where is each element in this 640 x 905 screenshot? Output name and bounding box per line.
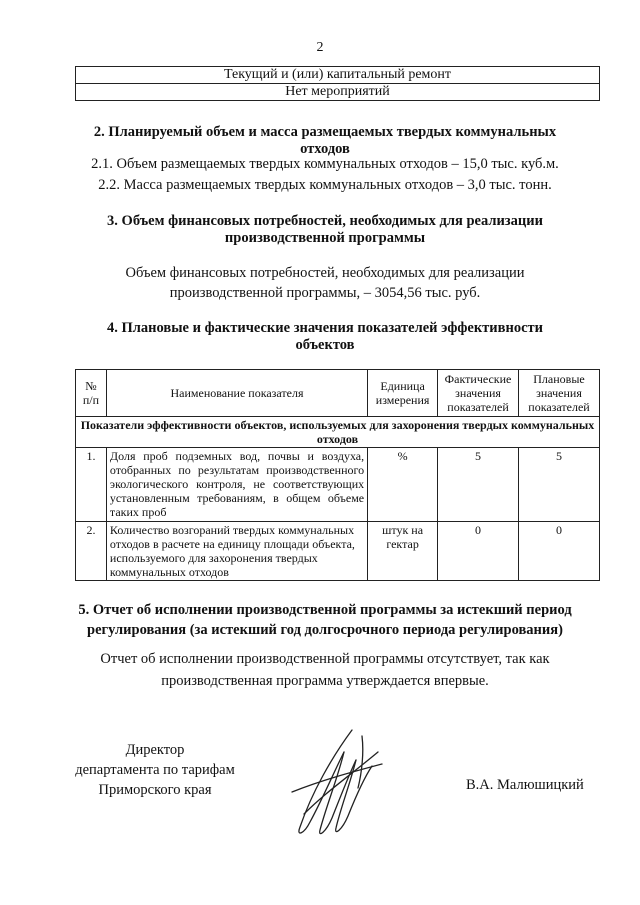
repair-table	[75, 66, 600, 101]
repair-table-title: Текущий и (или) капитальный ремонт	[76, 67, 600, 84]
kpi-row-fact: 0	[438, 522, 519, 581]
kpi-header-name: Наименование показателя	[106, 370, 367, 417]
section5-title: 5. Отчет об исполнении производственной программы за истекший период регулирования (за истекший год долгосрочного периода регулирования)	[78, 602, 572, 638]
section3-text: Объем финансовых потребностей, необходимых для реализации производственной программы, – 3054,56 тыс. руб.	[125, 265, 525, 301]
kpi-row-plan: 5	[519, 448, 600, 522]
kpi-row-fact: 5	[438, 448, 519, 522]
repair-table-value: Нет мероприятий	[76, 84, 600, 101]
kpi-row-plan: 0	[519, 522, 600, 581]
kpi-row-name: Доля проб подземных вод, почвы и воздуха, отобранных по результатам производственного экологического контроля, не соответствующих установленным требованиям, в общем объеме таких проб	[106, 448, 367, 522]
kpi-header-unit: Единица измерения	[368, 370, 438, 417]
kpi-table	[75, 369, 600, 581]
kpi-header-fact: Фактические значения показателей	[438, 370, 519, 417]
section5-text: Отчет об исполнении производственной программы отсутствует, так как производственная программа утверждается впервые.	[100, 651, 550, 689]
kpi-row-num: 2.	[76, 522, 107, 581]
section2-item1: 2.1. Объем размещаемых твердых коммунальных отходов – 15,0 тыс. куб.м.	[91, 156, 559, 172]
signature-mark	[282, 722, 392, 842]
kpi-row-unit: %	[368, 448, 438, 522]
table-row	[76, 522, 600, 581]
section4-title: 4. Плановые и фактические значения показателей эффективности объектов	[106, 320, 543, 353]
kpi-row-name: Количество возгораний твердых коммунальных отходов в расчете на единицу площади объекта, используемого для захоронения твердых коммунальных отходов	[106, 522, 367, 581]
kpi-header-plan: Плановые значения показателей	[519, 370, 600, 417]
section3-title: 3. Объем финансовых потребностей, необходимых для реализации производственной программы	[107, 213, 543, 246]
kpi-subheader: Показатели эффективности объектов, используемых для захоронения твердых коммунальных отходов	[76, 417, 600, 448]
kpi-row-num: 1.	[76, 448, 107, 522]
kpi-row-unit: штук на гектар	[368, 522, 438, 581]
section2-title: 2. Планируемый объем и масса размещаемых твердых коммунальных отходов	[93, 124, 557, 157]
table-row	[76, 448, 600, 522]
signatory-position: Директор департамента по тарифам Приморского края	[75, 742, 235, 798]
signatory-name: В.А. Малюшицкий	[466, 777, 584, 793]
kpi-header-num: № п/п	[76, 370, 107, 417]
page-number: 2	[316, 40, 324, 55]
section2-item2: 2.2. Масса размещаемых твердых коммунальных отходов – 3,0 тыс. тонн.	[98, 177, 552, 193]
